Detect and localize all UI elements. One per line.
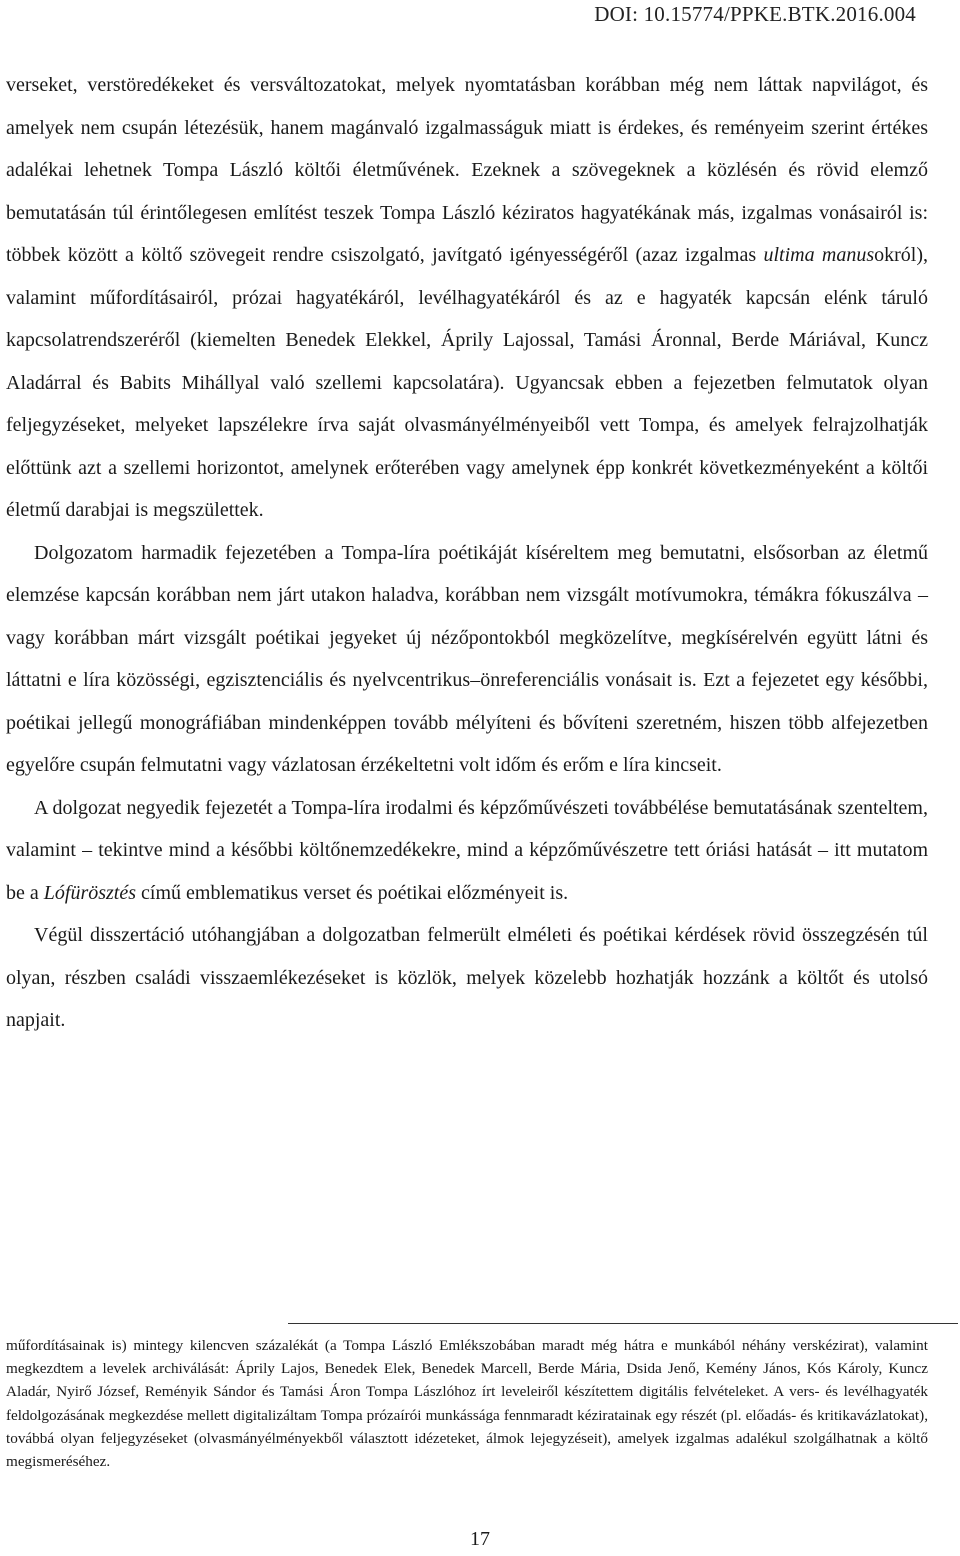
paragraph-text: Dolgozatom harmadik fejezetében a Tompa-líra poétikáját kíséreltem meg bemutatni, elsősorban az életmű elemzése kapcsán korábban nem járt utakon haladva, korábban nem vizsgált motívumokra, témákra fókuszálva – vagy korábban márt vizsgált poétikai jegyeket új nézőpontokból megközelítve, megkísérelvén együtt látni és láttatni e líra közösségi, egzisztenciális és nyelvcentrikus–önreferenciális vonásait is. Ezt a fejezetet egy későbbi, poétikai jellegű monográfiában mindenképpen tovább mélyíteni és bővíteni szeretném, hiszen több alfejezetben egyelőre csupán felmutatni vagy vázlatosan érzékeltetni volt időm és erőm e líra kincseit. — [6, 541, 928, 776]
body-text — [6, 64, 928, 1042]
paragraph-text: Végül disszertáció utóhangjában a dolgozatban felmerült elméleti és poétikai kérdések rövid összegzésén túl olyan, részben családi visszaemlékezéseket is közlök, melyek közelebb hozhatják hozzánk a költőt és utolsó napjait. — [6, 924, 928, 1031]
paragraph — [6, 64, 928, 532]
footnote-separator — [288, 1323, 958, 1324]
paragraph — [6, 787, 928, 915]
paragraph-text: okról), valamint műfordításairól, prózai hagyatékáról, levélhagyatékáról és az e hagyaték kapcsán elénk táruló kapcsolatrendszeréről (kiemelten Benedek Elekkel, Áprily Lajossal, Tamási Áronnal, Berde Máriával, Kuncz Aladárral és Babits Mihállyal való szellemi kapcsolatára). Ugyancsak ebben a fejezetben felmutatok olyan feljegyzéseket, melyeket lapszélekre írva saját olvasmányélményeiből vett Tompa, és amelyek felrajzolhatják előttünk azt a szellemi horizontot, amelynek erőterében vagy amelynek épp konkrét következményeként a költői életmű darabjai is megszülettek. — [6, 244, 928, 521]
paragraph-text: című emblematikus verset és poétikai előzményeit is. — [136, 881, 569, 904]
paragraph-text: A dolgozat negyedik fejezetét a Tompa-líra irodalmi és képzőművészeti továbbélése bemutatásának szenteltem, valamint – tekintve mind a későbbi költőnemzedékekre, mind a képzőművészetre tett óriási hatását – itt mutatom be a — [6, 796, 928, 904]
paragraph — [6, 532, 928, 787]
paragraph — [6, 914, 928, 1042]
paragraph-text: verseket, verstöredékeket és versváltozatokat, melyek nyomtatásban korábban még nem láttak napvilágot, és amelyek nem csupán létezésük, hanem magánvaló izgalmasságuk miatt is érdekes, és reményeim szerint értékes adalékai lehetnek Tompa László költői életművének. Ezeknek a szövegeknek a közlésén és rövid elemző bemutatásán túl érintőlegesen említést teszek Tompa László kéziratos hagyatékának más, izgalmas vonásairól is: többek között a költő szövegeit rendre csiszolgató, javítgató igényességéről (azaz izgalmas — [6, 74, 928, 266]
italic-title: Lófürösztés — [43, 881, 137, 904]
footnote: műfordításainak is) mintegy kilencven százalékát (a Tompa László Emlékszobában maradt még hátra e munkából néhány verskézirat), valamint megkezdtem a levelek archiválását: Áprily Lajos, Benedek Elek, Benedek Marcell, Berde Mária, Dsida Jenő, Kemény János, Kós Károly, Kuncz Aladár, Nyirő József, Reményik Sándor és Tamási Áron Tompa Lászlóhoz írt leveleiről készítettem digitális felvételeket. A vers- és levélhagyaték feldolgozásának megkezdése mellett digitalizáltam Tompa prózaírói munkássága fennmaradt kéziratainak egy részét (pl. előadás- és kritikavázlatokat), továbbá olyan feljegyzéseket (olvasmányélményekből választott idézeteket, álmok lejegyzéseit), amelyek izgalmas adalékul szolgálhatnak a költő megismeréséhez. — [6, 1337, 928, 1471]
doi-header: DOI: 10.15774/PPKE.BTK.2016.004 — [594, 2, 916, 26]
page-number: 17 — [470, 1528, 490, 1550]
italic-phrase: ultima manus — [763, 244, 875, 266]
